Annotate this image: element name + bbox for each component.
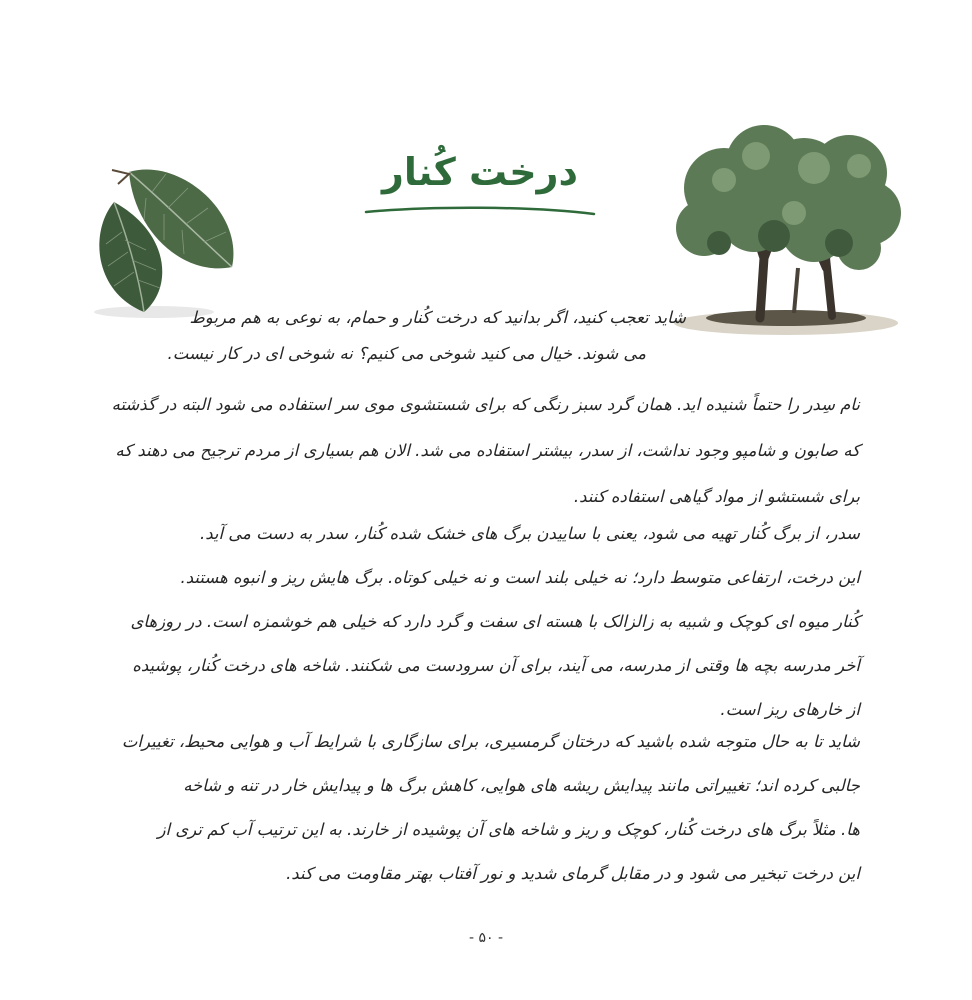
paragraph-line: کُنار میوه ای کوچک و شبیه به زالزالک با هسته ای سفت و گرد دارد که خیلی هم خوشمزه است. در روزهای xyxy=(130,612,860,631)
paragraph-line: سدر، از برگ کُنار تهیه می شود، یعنی با ساییدن برگ های خشک شده کُنار، سدر به دست می آید. xyxy=(199,524,860,543)
konar-leaves-image xyxy=(84,162,242,322)
paragraph-line: این درخت، ارتفاعی متوسط دارد؛ نه خیلی بلند است و نه خیلی کوتاه. برگ هایش ریز و انبوه هستند. xyxy=(180,568,860,587)
paragraph-line: این درخت تبخیر می شود و در مقابل گرمای شدید و نور آفتاب بهتر مقاومت می کند. xyxy=(286,864,860,883)
page-title: درخت کُنار xyxy=(382,150,578,194)
paragraph-4 xyxy=(121,720,860,896)
paragraph-line: ها. مثلاً برگ های درخت کُنار، کوچک و ریز و شاخه های آن پوشیده از خارند. به این ترتیب آب کم تری از xyxy=(157,820,860,839)
paragraph-2 xyxy=(111,382,860,520)
paragraph-line: شاید تا به حال متوجه شده باشید که درختان گرمسیری، برای سازگاری با شرایط آب و هوایی محیط، تغییرات xyxy=(121,732,860,751)
paragraph-line: که صابون و شامپو وجود نداشت، از سدر، بیشتر استفاده می شد. الان هم بسیاری از مردم ترجیح می دهند که xyxy=(115,441,860,460)
paragraph-3 xyxy=(126,512,860,732)
paragraph-1 xyxy=(167,300,686,372)
title-block xyxy=(360,150,600,230)
title-underline xyxy=(360,200,600,220)
paragraph-line: نام سِدر را حتماً شنیده اید. همان گرد سبز رنگی که برای شستشوی موی سر استفاده می شود البته در گذشته xyxy=(111,395,860,414)
paragraph-line: شاید تعجب کنید، اگر بدانید که درخت کُنار و حمام، به نوعی به هم مربوط xyxy=(189,308,686,327)
paragraph-line: جالبی کرده اند؛ تغییراتی مانند پیدایش ریشه های هوایی، کاهش برگ ها و پیدایش خار در تنه و شاخه xyxy=(183,776,860,795)
page-number: - ۵۰ - xyxy=(468,930,504,946)
paragraph-line: از خارهای ریز است. xyxy=(720,700,860,719)
paragraph-line: برای شستشو از مواد گیاهی استفاده کنند. xyxy=(573,487,860,506)
konar-tree-image xyxy=(664,118,908,350)
paragraph-line: آخر مدرسه بچه ها وقتی از مدرسه، می آیند، برای آن سرودست می شکنند. شاخه های درخت کُنار، پوشیده xyxy=(132,656,860,675)
paragraph-line: می شوند. خیال می کنید شوخی می کنیم؟ نه شوخی ای در کار نیست. xyxy=(167,344,646,363)
